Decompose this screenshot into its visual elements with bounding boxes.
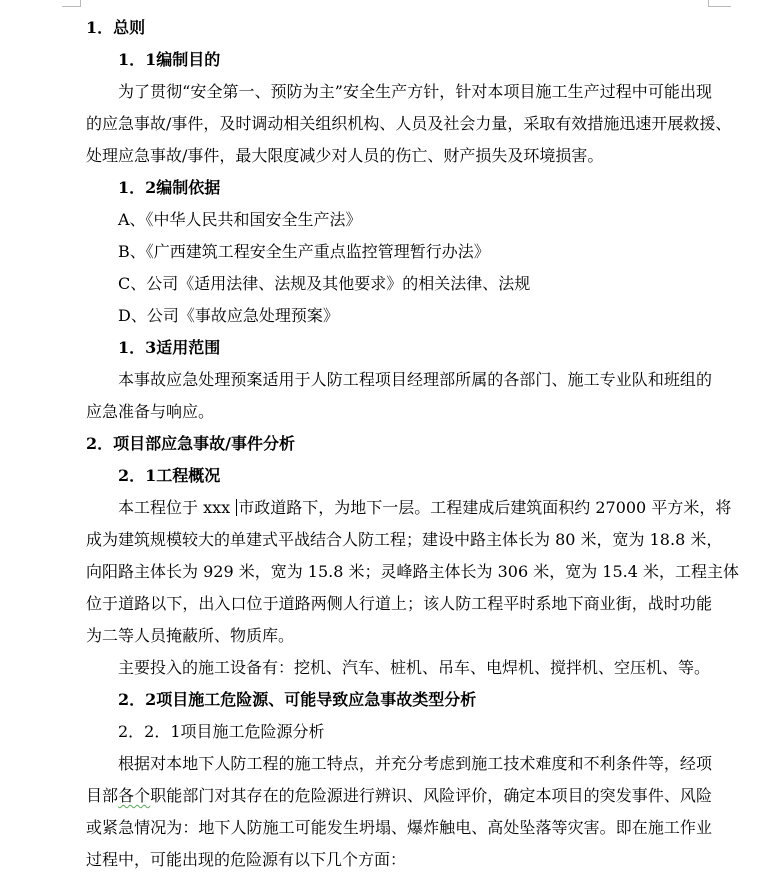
- document-body[interactable]: [86, 12, 740, 876]
- paragraph-line: 主要投入的施工设备有：挖机、汽车、桩机、吊车、电焊机、搅拌机、空压机、等。: [118, 658, 711, 677]
- heading-purpose: 1．1编制目的: [118, 50, 221, 69]
- list-item: D、公司《事故应急处理预案》: [118, 306, 339, 325]
- paragraph-line: 为二等人员掩蔽所、物质库。: [86, 626, 295, 645]
- heading-basis: 1．2编制依据: [118, 178, 221, 197]
- paragraph-line: 过程中，可能出现的危险源有以下几个方面：: [86, 850, 407, 869]
- heading-hazard-source: 2．2．1项目施工危险源分析: [118, 722, 325, 741]
- list-item: C、公司《适用法律、法规及其他要求》的相关法律、法规: [118, 274, 531, 293]
- paragraph-line: 位于道路以下，出入口位于道路两侧人行道上；该人防工程平时系地下商业街，战时功能: [86, 594, 712, 613]
- heading-hazard-analysis: 2．2项目施工危险源、可能导致应急事故类型分析: [118, 690, 477, 709]
- margin-corner-mark-right: [708, 0, 731, 7]
- paragraph-line: 处理应急事故/事件，最大限度减少对人员的伤亡、财产损失及环境损害。: [86, 146, 604, 165]
- text-segment: 目部: [86, 786, 119, 805]
- paragraph-line: 为了贯彻“安全第一、预防为主”安全生产方针，针对本项目施工生产过程中可能出现: [118, 82, 712, 101]
- paragraph-line: 向阳路主体长为 929 米，宽为 15.8 米；灵峰路主体长为 306 米，宽为 15.4 米，工程主体: [86, 562, 740, 581]
- text-segment: 市政道路下，为地下一层。工程建成后建筑面积约 27000 平方米，将: [238, 498, 732, 517]
- paragraph-line: [86, 492, 732, 524]
- list-item: B、《广西建筑工程安全生产重点监控管理暂行办法》: [118, 242, 490, 261]
- paragraph-line: 本事故应急处理预案适用于人防工程项目经理部所属的各部门、施工专业队和班组的: [118, 370, 712, 389]
- heading-incident-analysis: 2．项目部应急事故/事件分析: [86, 434, 295, 453]
- list-item: A、《中华人民共和国安全生产法》: [118, 210, 362, 229]
- paragraph-line: 应急准备与响应。: [86, 402, 215, 421]
- text-segment: 职能部门对其存在的危险源进行辨识、风险评价，确定本项目的突发事件、风险: [150, 786, 712, 805]
- text-segment: 本工程位于 xxx: [118, 498, 236, 517]
- paragraph-line: 根据对本地下人防工程的施工特点，并充分考虑到施工技术难度和不利条件等，经项: [118, 754, 712, 773]
- margin-corner-mark-left: [62, 0, 81, 7]
- paragraph-line: 的应急事故/事件，及时调动相关组织机构、人员及社会力量，采取有效措施迅速开展救援、: [86, 114, 732, 133]
- grammar-check-underline[interactable]: 各个: [118, 786, 151, 805]
- paragraph-line: [86, 780, 712, 812]
- heading-scope: 1．3适用范围: [118, 338, 221, 357]
- heading-project-overview: 2．1工程概况: [118, 466, 221, 485]
- paragraph-line: 或紧急情况为：地下人防施工可能发生坍塌、爆炸触电、高处坠落等灾害。即在施工作业: [86, 818, 712, 837]
- heading-general: 1．总则: [86, 18, 146, 37]
- paragraph-line: 成为建筑规模较大的单建式平战结合人防工程；建设中路主体长为 80 米，宽为 18.8 米，: [86, 530, 723, 549]
